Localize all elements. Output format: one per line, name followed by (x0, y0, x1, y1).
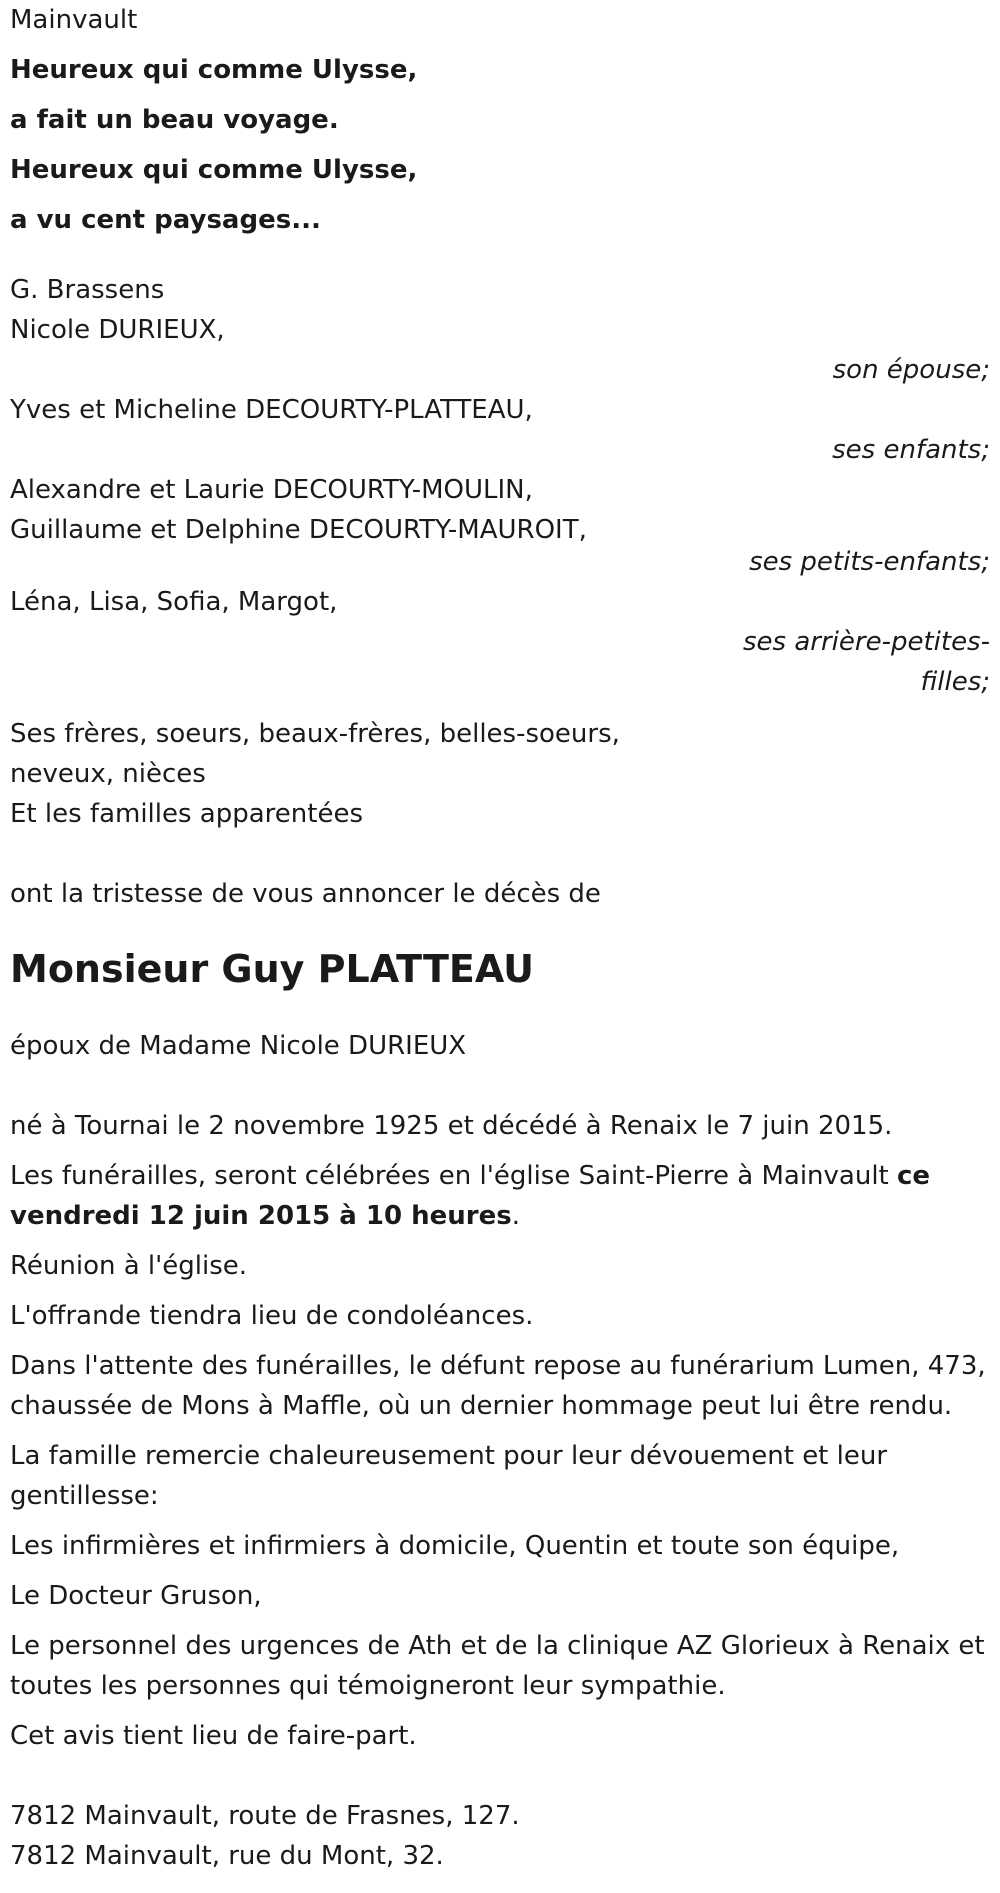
funeral-suffix: . (511, 1201, 520, 1231)
funeral-date: ce vendredi 12 juin 2015 à 10 heures (10, 1161, 931, 1231)
staff-line: Le personnel des urgences de Ath et de la clinique AZ Glorieux à Renaix et toutes les personnes qui témoigneront leur sympathie. (10, 1631, 985, 1701)
other-relatives: neveux, nièces (10, 759, 206, 789)
address-line: 7812 Mainvault, route de Frasnes, 127. (10, 1801, 520, 1831)
deceased-name: Monsieur Guy PLATTEAU (10, 947, 534, 991)
reunion-line: Réunion à l'église. (10, 1251, 248, 1281)
address-line: 7812 Mainvault, rue du Mont, 32. (10, 1841, 444, 1871)
children-role: ses enfants; (832, 435, 990, 465)
poem (10, 50, 990, 310)
great-grandchildren-names: Léna, Lisa, Sofia, Margot, (10, 587, 338, 617)
other-relatives: Et les familles apparentées (10, 799, 364, 829)
family-list (10, 310, 990, 834)
funeral-details (10, 1106, 990, 1756)
children-names: Yves et Micheline DECOURTY-PLATTEAU, (10, 395, 533, 425)
grandchildren-role: ses petits-enfants; (749, 547, 990, 577)
grandchildren-names: Alexandre et Laurie DECOURTY-MOULIN, (10, 475, 533, 505)
poem-line: Heureux qui comme Ulysse, (10, 55, 418, 85)
location-header: Mainvault (10, 5, 138, 35)
great-grandchildren-role: ses arrière-petites- (743, 627, 990, 657)
doctor-line: Le Docteur Gruson, (10, 1581, 262, 1611)
spouse-name: Nicole DURIEUX, (10, 315, 225, 345)
poem-line: a fait un beau voyage. (10, 105, 339, 135)
funeral-prefix: Les funérailles, seront célébrées en l'église Saint-Pierre à Mainvault (10, 1161, 898, 1191)
birth-death-line: né à Tournai le 2 novembre 1925 et décédé à Renaix le 7 juin 2015. (10, 1111, 893, 1141)
poem-line: a vu cent paysages... (10, 205, 321, 235)
funeral-line (10, 1156, 990, 1236)
spouse-role: son épouse; (832, 355, 990, 385)
rest-line: Dans l'attente des funérailles, le défunt repose au funérarium Lumen, 473, chaussée de Mons à Maffle, où un dernier hommage peut lui être rendu. (10, 1351, 986, 1421)
addresses (10, 1796, 990, 1876)
thanks-line: La famille remercie chaleureusement pour leur dévouement et leur gentillesse: (10, 1441, 888, 1511)
grandchildren-names: Guillaume et Delphine DECOURTY-MAUROIT, (10, 515, 587, 545)
other-relatives: Ses frères, soeurs, beaux-frères, belles-soeurs, (10, 719, 620, 749)
offering-line: L'offrande tiendra lieu de condoléances. (10, 1301, 534, 1331)
poem-line: Heureux qui comme Ulysse, (10, 155, 418, 185)
notice-line: Cet avis tient lieu de faire-part. (10, 1721, 417, 1751)
great-grandchildren-role: filles; (920, 667, 990, 697)
nurses-line: Les infirmières et infirmiers à domicile, Quentin et toute son équipe, (10, 1531, 900, 1561)
poem-author: G. Brassens (10, 275, 165, 305)
announcement: ont la tristesse de vous annoncer le décès de (10, 879, 601, 909)
spouse-line: époux de Madame Nicole DURIEUX (10, 1031, 467, 1061)
